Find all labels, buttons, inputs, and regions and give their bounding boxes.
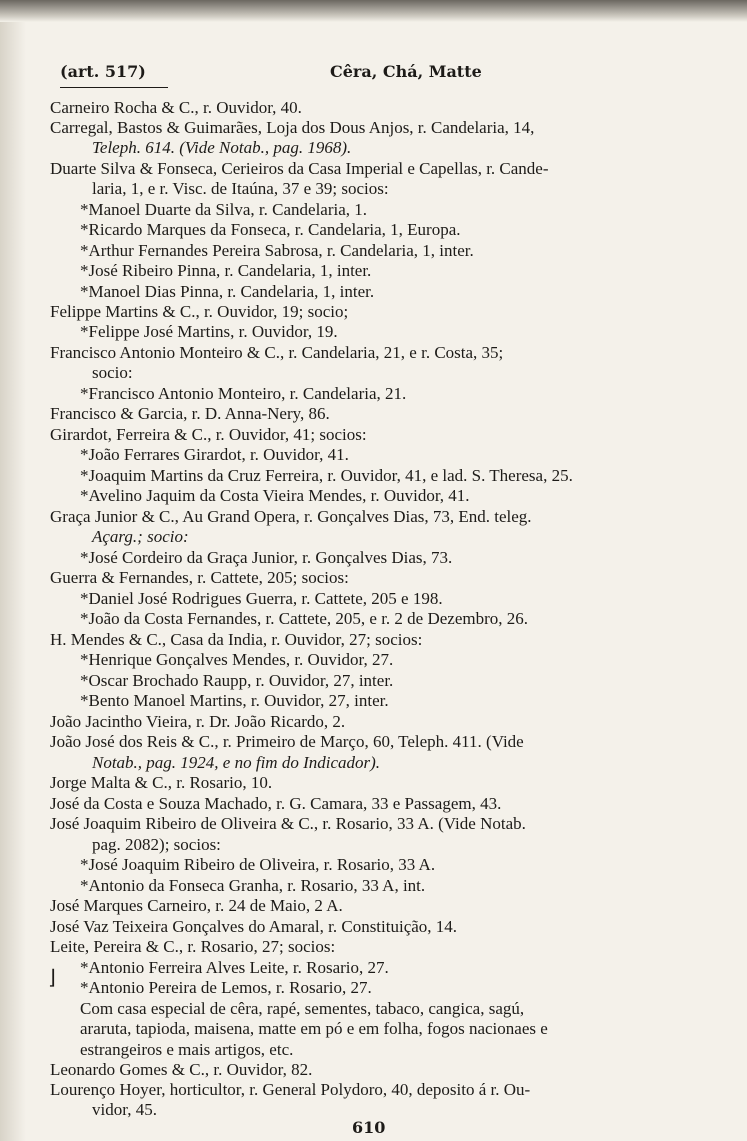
bracket-mark: ⌋	[48, 967, 56, 989]
entry-line: pag. 2082); socios:	[92, 835, 221, 854]
entry-line: *Oscar Brochado Raupp, r. Ouvidor, 27, inter.	[80, 671, 394, 690]
entry-line: Açarg.; socio:	[92, 527, 189, 546]
entry-line: *Felippe José Martins, r. Ouvidor, 19.	[80, 322, 338, 341]
entry-line: vidor, 45.	[92, 1100, 157, 1119]
entry-line: *José Ribeiro Pinna, r. Candelaria, 1, inter.	[80, 261, 372, 280]
entry-line: *Antonio Ferreira Alves Leite, r. Rosario, 27.	[80, 958, 389, 977]
entry-line: *Bento Manoel Martins, r. Ouvidor, 27, inter.	[80, 691, 389, 710]
heading-rule	[60, 87, 168, 88]
entry-line: Duarte Silva & Fonseca, Cerieiros da Casa Imperial e Capellas, r. Cande-	[50, 159, 549, 178]
entry-line: araruta, tapioda, maisena, matte em pó e em folha, fogos nacionaes e	[80, 1019, 548, 1038]
article-number: (art. 517)	[60, 62, 146, 81]
entry-line: *Manoel Dias Pinna, r. Candelaria, 1, inter.	[80, 282, 375, 301]
entry-line: Graça Junior & C., Au Grand Opera, r. Gonçalves Dias, 73, End. teleg.	[50, 507, 532, 526]
entry-line: Guerra & Fernandes, r. Cattete, 205; socios:	[50, 568, 349, 587]
entry-line: laria, 1, e r. Visc. de Itaúna, 37 e 39; socios:	[92, 179, 389, 198]
entry-line: Felippe Martins & C., r. Ouvidor, 19; socio;	[50, 302, 349, 321]
entry-line: H. Mendes & C., Casa da India, r. Ouvidor, 27; socios:	[50, 630, 423, 649]
entry-line: *João Ferrares Girardot, r. Ouvidor, 41.	[80, 445, 349, 464]
page-number: 610	[352, 1118, 386, 1137]
entry-line: *Antonio Pereira de Lemos, r. Rosario, 27.	[80, 978, 372, 997]
entry-line: Leite, Pereira & C., r. Rosario, 27; socios:	[50, 937, 336, 956]
entry-line: *Joaquim Martins da Cruz Ferreira, r. Ouvidor, 41, e lad. S. Theresa, 25.	[80, 466, 573, 485]
entry-line: Francisco Antonio Monteiro & C., r. Candelaria, 21, e r. Costa, 35;	[50, 343, 504, 362]
entry-line: João Jacintho Vieira, r. Dr. João Ricardo, 2.	[50, 712, 346, 731]
entry-line: estrangeiros e mais artigos, etc.	[80, 1040, 294, 1059]
scan-top-edge	[0, 0, 747, 22]
entry-line: *Daniel José Rodrigues Guerra, r. Cattete, 205 e 198.	[80, 589, 443, 608]
entry-line: Lourenço Hoyer, horticultor, r. General Polydoro, 40, deposito á r. Ou-	[50, 1080, 531, 1099]
entry-line: *Manoel Duarte da Silva, r. Candelaria, 1.	[80, 200, 368, 219]
entry-line: *Ricardo Marques da Fonseca, r. Candelaria, 1, Europa.	[80, 220, 461, 239]
running-head	[60, 62, 720, 86]
entry-line: Girardot, Ferreira & C., r. Ouvidor, 41; socios:	[50, 425, 367, 444]
entry-line: *Francisco Antonio Monteiro, r. Candelaria, 21.	[80, 384, 407, 403]
entry-line: *José Cordeiro da Graça Junior, r. Gonçalves Dias, 73.	[80, 548, 453, 567]
entry-line: socio:	[92, 363, 133, 382]
entry-line: *João da Costa Fernandes, r. Cattete, 205, e r. 2 de Dezembro, 26.	[80, 609, 529, 628]
entry-line: Jorge Malta & C., r. Rosario, 10.	[50, 773, 273, 792]
entry-line: *Arthur Fernandes Pereira Sabrosa, r. Candelaria, 1, inter.	[80, 241, 474, 260]
entry-line: Leonardo Gomes & C., r. Ouvidor, 82.	[50, 1060, 313, 1079]
entry-line: José Marques Carneiro, r. 24 de Maio, 2 A.	[50, 896, 343, 915]
scan-left-edge	[0, 22, 26, 1141]
entry-line: Com casa especial de cêra, rapé, sementes, tabaco, cangica, sagú,	[80, 999, 525, 1018]
entry-line: *José Joaquim Ribeiro de Oliveira, r. Rosario, 33 A.	[80, 855, 436, 874]
entry-line: José Vaz Teixeira Gonçalves do Amaral, r. Constituição, 14.	[50, 917, 458, 936]
entry-line: Carregal, Bastos & Guimarães, Loja dos Dous Anjos, r. Candelaria, 14,	[50, 118, 535, 137]
page-heading: Cêra, Chá, Matte	[330, 62, 482, 81]
entry-line: Francisco & Garcia, r. D. Anna-Nery, 86.	[50, 404, 330, 423]
entry-line: *Avelino Jaquim da Costa Vieira Mendes, r. Ouvidor, 41.	[80, 486, 470, 505]
entry-line: João José dos Reis & C., r. Primeiro de Março, 60, Teleph. 411. (Vide	[50, 732, 524, 751]
entry-line: José da Costa e Souza Machado, r. G. Camara, 33 e Passagem, 43.	[50, 794, 502, 813]
entry-line: Teleph. 614. (Vide Notab., pag. 1968).	[92, 138, 352, 157]
entry-line: *Antonio da Fonseca Granha, r. Rosario, 33 A, int.	[80, 876, 426, 895]
entry-line: *Henrique Gonçalves Mendes, r. Ouvidor, 27.	[80, 650, 394, 669]
entry-line: Carneiro Rocha & C., r. Ouvidor, 40.	[50, 98, 302, 117]
entry-line: José Joaquim Ribeiro de Oliveira & C., r. Rosario, 33 A. (Vide Notab.	[50, 814, 526, 833]
entry-line: Notab., pag. 1924, e no fim do Indicador).	[92, 753, 381, 772]
